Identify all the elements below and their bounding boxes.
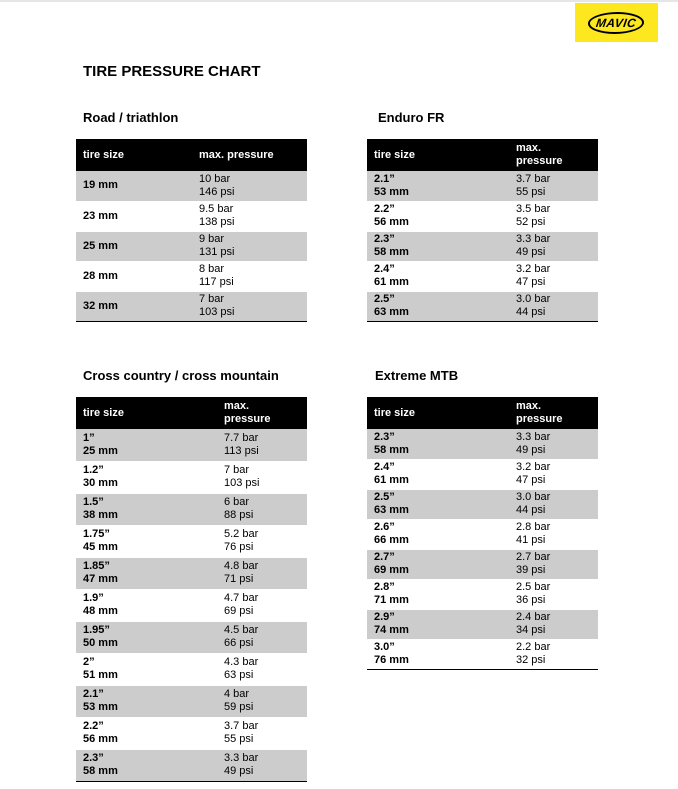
tire-size-cell	[76, 621, 217, 653]
tire-size-cell	[76, 717, 217, 749]
tire-size-value: 2.5”	[374, 293, 395, 305]
tire-size-cell	[76, 749, 217, 781]
max-pressure-value: 34 psi	[516, 624, 546, 636]
table-row	[367, 489, 598, 519]
tire-size-value: 69 mm	[374, 564, 409, 576]
tire-size-value: 58 mm	[374, 246, 409, 258]
tire-size-value: 32 mm	[83, 299, 118, 312]
table-row	[367, 639, 598, 669]
tire-size-value: 58 mm	[83, 765, 118, 777]
tire-size-value: 1.75”	[83, 528, 110, 540]
max-pressure-cell	[217, 717, 307, 749]
tire-size-value: 1.9”	[83, 592, 104, 604]
max-pressure-cell	[509, 459, 598, 489]
table-row	[367, 171, 598, 201]
max-pressure-cell	[217, 653, 307, 685]
max-pressure-value: 49 psi	[516, 246, 546, 258]
tire-size-value: 38 mm	[83, 509, 118, 521]
tire-size-cell	[367, 459, 509, 489]
max-pressure-value: 66 psi	[224, 637, 254, 649]
tire-size-cell	[367, 639, 509, 669]
tire-size-cell	[76, 171, 192, 201]
max-pressure-value: 3.7 bar	[516, 172, 551, 185]
tire-size-value: 47 mm	[83, 573, 118, 585]
pressure-table-road	[76, 139, 307, 322]
table-row	[76, 717, 307, 749]
max-pressure-value: 3.0 bar	[516, 491, 551, 503]
max-pressure-cell	[509, 639, 598, 669]
max-pressure-value: 3.5 bar	[516, 203, 551, 215]
tire-size-cell	[76, 653, 217, 685]
max-pressure-value: 2.5 bar	[516, 581, 551, 593]
table-row	[367, 459, 598, 489]
tire-size-value: 61 mm	[374, 474, 409, 486]
max-pressure-value: 4.7 bar	[224, 592, 259, 604]
max-pressure-value: 3.3 bar	[224, 752, 259, 764]
table-row	[76, 261, 307, 291]
max-pressure-value: 117 psi	[199, 276, 234, 288]
max-pressure-value: 4 bar	[224, 688, 250, 700]
tire-size-value: 50 mm	[83, 637, 118, 649]
tire-size-value: 63 mm	[374, 306, 409, 318]
max-pressure-value: 39 psi	[516, 564, 546, 576]
max-pressure-value: 4.3 bar	[224, 656, 259, 668]
tire-size-value: 25 mm	[83, 444, 118, 457]
max-pressure-value: 103 psi	[199, 306, 235, 318]
max-pressure-value: 103 psi	[224, 477, 260, 489]
table-row	[76, 621, 307, 653]
tire-size-value: 2.2”	[374, 203, 395, 215]
table-row	[76, 749, 307, 781]
max-pressure-value: 146 psi	[199, 185, 235, 198]
table-row	[76, 171, 307, 201]
table-row	[76, 653, 307, 685]
max-pressure-cell	[217, 493, 307, 525]
tire-size-value: 1.2”	[83, 464, 104, 476]
tire-size-value: 2.3”	[374, 430, 395, 443]
table-row	[76, 429, 307, 461]
tire-size-cell	[367, 429, 509, 459]
header-max-pressure	[509, 397, 598, 429]
max-pressure-cell	[217, 589, 307, 621]
max-pressure-value: 52 psi	[516, 216, 546, 228]
tire-size-value: 28 mm	[83, 269, 118, 282]
header-tire-size: tire size	[76, 397, 217, 429]
tire-size-value: 76 mm	[374, 654, 409, 666]
tire-size-value: 2.1”	[374, 172, 395, 185]
max-pressure-value: 47 psi	[516, 474, 546, 486]
brand-logo	[575, 3, 658, 42]
tire-size-cell	[76, 525, 217, 557]
max-pressure-value: 113 psi	[224, 444, 259, 457]
tire-size-value: 53 mm	[83, 701, 118, 713]
header-tire-size: tire size	[76, 139, 192, 171]
max-pressure-cell	[509, 579, 598, 609]
table-row	[367, 201, 598, 231]
max-pressure-value: 5.2 bar	[224, 528, 259, 540]
max-pressure-value: 4.8 bar	[224, 560, 259, 572]
header-max-pressure: max. pressure	[192, 139, 307, 171]
max-pressure-cell	[509, 171, 598, 201]
tire-size-cell	[367, 489, 509, 519]
max-pressure-cell	[217, 621, 307, 653]
tire-size-cell	[367, 171, 509, 201]
max-pressure-value: 63 psi	[224, 669, 254, 681]
max-pressure-value: 55 psi	[516, 185, 546, 198]
max-pressure-cell	[217, 749, 307, 781]
max-pressure-value: 3.3 bar	[516, 233, 551, 245]
tire-size-cell	[76, 557, 217, 589]
pressure-table-cross	[76, 397, 307, 782]
section-title-road: Road / triathlon	[83, 110, 179, 125]
max-pressure-value: 3.2 bar	[516, 461, 551, 473]
max-pressure-value: 138 psi	[199, 216, 235, 228]
tire-size-value: 56 mm	[83, 733, 118, 745]
tire-size-value: 48 mm	[83, 605, 118, 617]
table-row	[367, 231, 598, 261]
tire-size-value: 2.7”	[374, 551, 395, 563]
tire-size-value: 71 mm	[374, 594, 409, 606]
tire-size-cell	[367, 231, 509, 261]
table-row	[76, 231, 307, 261]
table-row	[367, 549, 598, 579]
max-pressure-value: 10 bar	[199, 172, 231, 185]
section-title-cross: Cross country / cross mountain	[83, 368, 279, 383]
max-pressure-cell	[217, 685, 307, 717]
table-row	[76, 589, 307, 621]
table-row	[367, 261, 598, 291]
tire-size-value: 2.5”	[374, 491, 395, 503]
max-pressure-cell	[509, 549, 598, 579]
max-pressure-value: 7 bar	[199, 293, 225, 305]
header-tire-size: tire size	[367, 397, 509, 429]
tire-size-value: 2.3”	[83, 752, 104, 764]
page-title: TIRE PRESSURE CHART	[83, 63, 261, 80]
tire-size-value: 2.8”	[374, 581, 395, 593]
tire-size-value: 2.4”	[374, 461, 395, 473]
max-pressure-value: 3.7 bar	[224, 720, 259, 732]
max-pressure-value: 32 psi	[516, 654, 546, 666]
max-pressure-cell	[509, 609, 598, 639]
table-row	[76, 685, 307, 717]
tire-size-cell	[367, 549, 509, 579]
brand-logo-text: MAVIC	[587, 12, 646, 34]
max-pressure-value: 131 psi	[199, 246, 235, 258]
max-pressure-value: 69 psi	[224, 605, 254, 617]
section-title-enduro: Enduro FR	[378, 110, 445, 125]
tire-size-value: 63 mm	[374, 504, 409, 516]
max-pressure-cell	[509, 231, 598, 261]
max-pressure-value: 2.8 bar	[516, 521, 551, 533]
max-pressure-value: 44 psi	[516, 504, 546, 516]
header-max-pressure	[217, 397, 307, 429]
max-pressure-cell	[509, 261, 598, 291]
tire-size-value: 1.85”	[83, 560, 110, 572]
table-row	[367, 579, 598, 609]
tire-size-cell	[76, 261, 192, 291]
tire-size-cell	[76, 493, 217, 525]
max-pressure-value: 59 psi	[224, 701, 254, 713]
max-pressure-cell	[509, 201, 598, 231]
max-pressure-cell	[217, 557, 307, 589]
table-row	[76, 525, 307, 557]
tire-size-value: 1.5”	[83, 496, 104, 508]
tire-size-value: 51 mm	[83, 669, 118, 681]
tire-size-value: 19 mm	[83, 179, 118, 192]
max-pressure-value: 41 psi	[516, 534, 546, 546]
max-pressure-value: 9 bar	[199, 233, 225, 245]
tire-size-cell	[76, 685, 217, 717]
header-tire-size: tire size	[367, 139, 509, 171]
top-divider	[0, 0, 678, 2]
max-pressure-value: 8 bar	[199, 263, 225, 275]
tire-size-cell	[76, 589, 217, 621]
max-pressure-value: 49 psi	[516, 443, 546, 456]
table-row	[367, 429, 598, 459]
header-max-pressure-text: max. pressure	[516, 400, 563, 425]
max-pressure-value: 3.0 bar	[516, 293, 551, 305]
tire-size-value: 2.1”	[83, 688, 104, 700]
tire-size-value: 2”	[83, 656, 95, 668]
table-row	[367, 291, 598, 321]
tire-size-value: 2.4”	[374, 263, 395, 275]
max-pressure-value: 3.3 bar	[516, 430, 551, 443]
table-row	[76, 201, 307, 231]
max-pressure-value: 7 bar	[224, 464, 250, 476]
max-pressure-value: 6 bar	[224, 496, 250, 508]
max-pressure-value: 55 psi	[224, 733, 254, 745]
tire-size-value: 58 mm	[374, 443, 409, 456]
tire-size-value: 23 mm	[83, 209, 118, 222]
tire-size-cell	[367, 609, 509, 639]
section-title-extreme: Extreme MTB	[375, 368, 459, 383]
max-pressure-cell	[509, 429, 598, 459]
max-pressure-value: 2.7 bar	[516, 551, 551, 563]
max-pressure-cell	[217, 525, 307, 557]
tire-size-cell	[367, 261, 509, 291]
tire-size-value: 2.9”	[374, 611, 395, 623]
tire-size-cell	[76, 291, 192, 321]
max-pressure-cell	[509, 519, 598, 549]
table-row	[367, 609, 598, 639]
max-pressure-value: 3.2 bar	[516, 263, 551, 275]
max-pressure-cell	[217, 461, 307, 493]
tire-size-value: 53 mm	[374, 185, 409, 198]
max-pressure-cell	[192, 171, 307, 201]
tire-size-cell	[76, 429, 217, 461]
tire-size-value: 66 mm	[374, 534, 409, 546]
max-pressure-value: 47 psi	[516, 276, 546, 288]
max-pressure-cell	[192, 201, 307, 231]
max-pressure-cell	[192, 291, 307, 321]
table-row	[76, 557, 307, 589]
pressure-table-extreme	[367, 397, 598, 670]
tire-size-value: 25 mm	[83, 239, 118, 252]
max-pressure-value: 7.7 bar	[224, 431, 259, 444]
table-row	[76, 291, 307, 321]
max-pressure-cell	[509, 489, 598, 519]
tire-size-cell	[76, 461, 217, 493]
tire-size-value: 3.0”	[374, 641, 395, 653]
tire-size-value: 2.6”	[374, 521, 395, 533]
tire-size-value: 2.2”	[83, 720, 104, 732]
table-row	[367, 519, 598, 549]
tire-size-value: 2.3”	[374, 233, 395, 245]
max-pressure-value: 2.4 bar	[516, 611, 551, 623]
table-row	[76, 493, 307, 525]
max-pressure-value: 9.5 bar	[199, 203, 234, 215]
table-row	[76, 461, 307, 493]
pressure-table-enduro	[367, 139, 598, 322]
tire-size-value: 56 mm	[374, 216, 409, 228]
max-pressure-cell	[192, 261, 307, 291]
tire-size-cell	[367, 579, 509, 609]
max-pressure-value: 88 psi	[224, 509, 254, 521]
max-pressure-value: 71 psi	[224, 573, 254, 585]
tire-size-cell	[76, 201, 192, 231]
tire-size-value: 1.95”	[83, 624, 110, 636]
tire-size-value: 45 mm	[83, 541, 118, 553]
max-pressure-value: 2.2 bar	[516, 641, 551, 653]
tire-size-cell	[367, 291, 509, 321]
max-pressure-value: 4.5 bar	[224, 624, 259, 636]
header-max-pressure-text: max. pressure	[224, 400, 271, 425]
tire-size-value: 61 mm	[374, 276, 409, 288]
tire-size-value: 1”	[83, 431, 95, 444]
tire-size-value: 30 mm	[83, 477, 118, 489]
header-max-pressure-text: max. pressure	[516, 142, 563, 167]
max-pressure-cell	[509, 291, 598, 321]
header-max-pressure	[509, 139, 598, 171]
tire-size-value: 74 mm	[374, 624, 409, 636]
max-pressure-cell	[192, 231, 307, 261]
max-pressure-value: 36 psi	[516, 594, 546, 606]
max-pressure-value: 76 psi	[224, 541, 254, 553]
tire-size-cell	[367, 201, 509, 231]
max-pressure-cell	[217, 429, 307, 461]
max-pressure-value: 44 psi	[516, 306, 546, 318]
max-pressure-value: 49 psi	[224, 765, 254, 777]
tire-size-cell	[76, 231, 192, 261]
tire-size-cell	[367, 519, 509, 549]
